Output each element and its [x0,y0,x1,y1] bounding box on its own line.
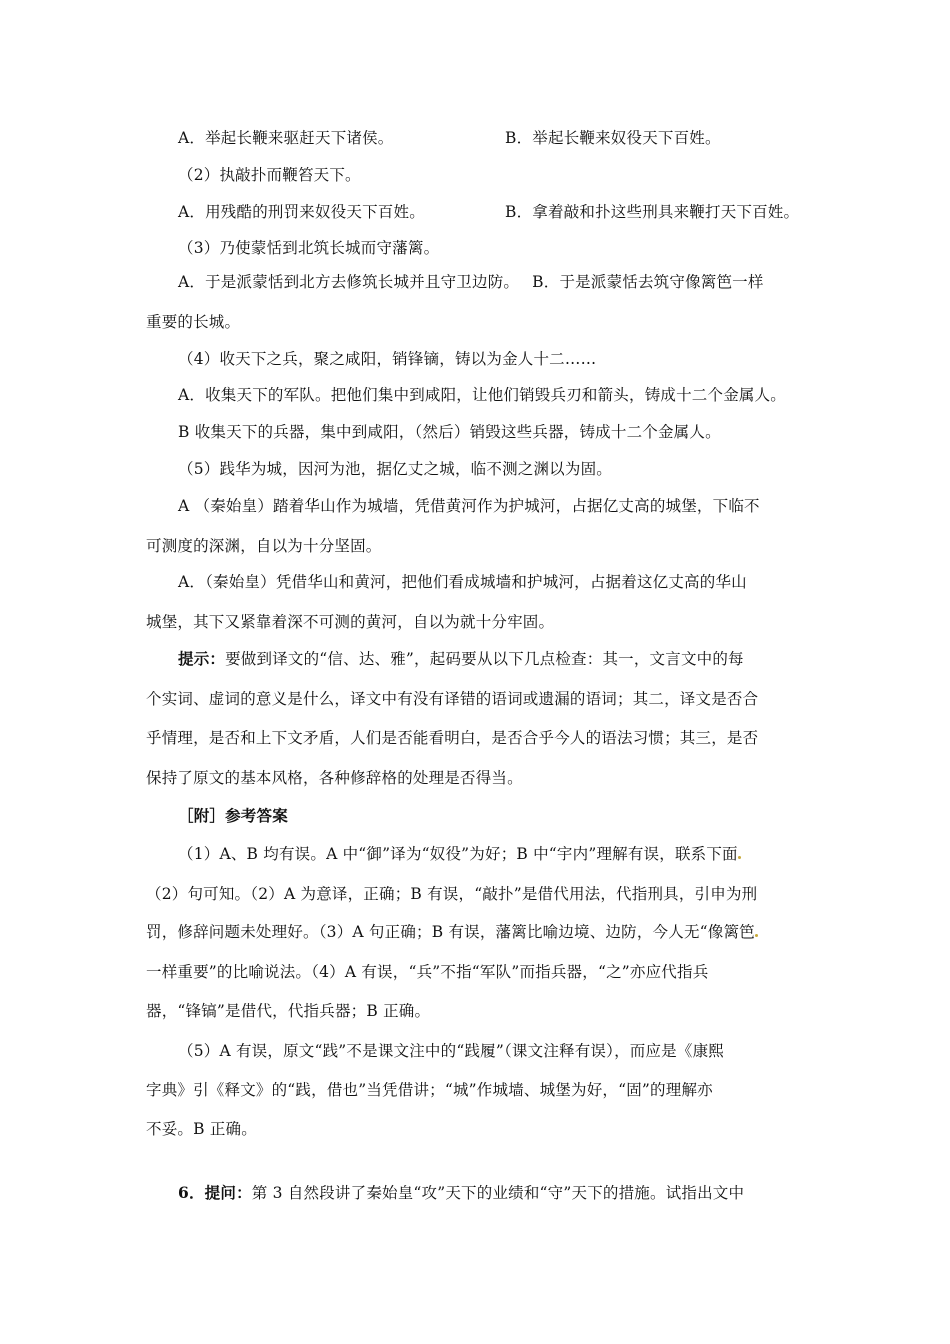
line-16: 个实词、虚词的意义是什么，译文中有没有译错的语词或遗漏的语词；其二，译文是否合 [146,690,759,708]
answer-text: （1）A、B 均有误。A 中“御”译为“奴役”为好；B 中“宇内”理解有误，联系下面 [178,845,738,863]
line-28 [178,1182,858,1204]
line-7: （4）收天下之兵，聚之咸阳，销锋镝，铸以为金人十二…… [178,350,597,368]
line-20 [178,843,858,865]
dot-mark [738,856,741,859]
hint-label: 提示： [178,649,226,668]
dot-mark [755,934,758,937]
line-22 [146,921,826,943]
line-17: 乎情理，是否和上下文矛盾，人们是否能看明白，是否合乎今人的语法习惯；其三，是否 [146,729,759,747]
option-b-text: B．举起长鞭来奴役天下百姓。 [505,129,721,147]
question-text: 第 3 自然段讲了秦始皇“攻”天下的业绩和“守”天下的措施。试指出文中 [251,1184,745,1202]
line-8: A．收集天下的军队。把他们集中到咸阳，让他们销毁兵刃和箭头，铸成十二个金属人。 [178,386,786,404]
line-24: 器，“锋镐”是借代，代指兵器；B 正确。 [146,1002,431,1020]
line-26: 字典》引《释文》的“践，借也”当凭借讲；“城”作城墙、城堡为好，“固”的理解亦 [146,1081,713,1099]
option-b-text: B．拿着敲和扑这些刑具来鞭打天下百姓。 [505,203,800,221]
line-9: B 收集天下的兵器，集中到咸阳，（然后）销毁这些兵器，铸成十二个金属人。 [178,423,721,441]
line-3 [178,201,858,223]
line-13: A．（秦始皇）凭借华山和黄河，把他们看成城墙和护城河，占据着这亿丈高的华山 [178,573,747,591]
question-label: 6．提问： [178,1183,252,1202]
hint-text: 要做到译文的“信、达、雅”，起码要从以下几点检查：其一，文言文中的每 [225,650,744,668]
line-15 [178,648,858,670]
line-12: 可测度的深渊，自以为十分坚固。 [146,537,382,555]
option-a-text: A．举起长鞭来驱赶天下诸侯。 [178,129,394,147]
line-1 [178,127,858,149]
line-14: 城堡，其下又紧靠着深不可测的黄河，自以为就十分牢固。 [146,613,555,631]
line-10: （5）践华为城，因河为池，据亿丈之城，临不测之渊以为固。 [178,460,612,478]
line-27: 不妥。B 正确。 [146,1120,257,1138]
line-6: 重要的长城。 [146,313,241,331]
line-2: （2）执敲扑而鞭笞天下。 [178,166,361,184]
option-a-text: A．用残酷的刑罚来奴役天下百姓。 [178,203,425,221]
line-23: 一样重要”的比喻说法。（4）A 有误，“兵”不指“军队”而指兵器，“之”亦应代指兵 [146,963,709,981]
line-11: A （秦始皇）踏着华山作为城墙，凭借黄河作为护城河，占据亿丈高的城堡，下临不 [178,497,760,515]
section-heading: ［附］参考答案 [178,806,288,825]
line-5: A．于是派蒙恬到北方去修筑长城并且守卫边防。 B．于是派蒙恬去筑守像篱笆一样 [178,273,764,291]
line-21: （2）句可知。（2）A 为意译，正确；B 有误，“敲扑”是借代用法，代指刑具，引申为刑 [146,885,758,903]
line-4: （3）乃使蒙恬到北筑长城而守藩篱。 [178,239,440,257]
answer-text: 罚，修辞问题未处理好。（3）A 句正确；B 有误，藩篱比喻边境、边防，今人无“像篱笆 [146,923,755,941]
line-25: （5）A 有误，原文“践”不是课文注中的“践履”（课文注释有误），而应是《康熙 [178,1042,724,1060]
line-18: 保持了原文的基本风格，各种修辞格的处理是否得当。 [146,769,523,787]
